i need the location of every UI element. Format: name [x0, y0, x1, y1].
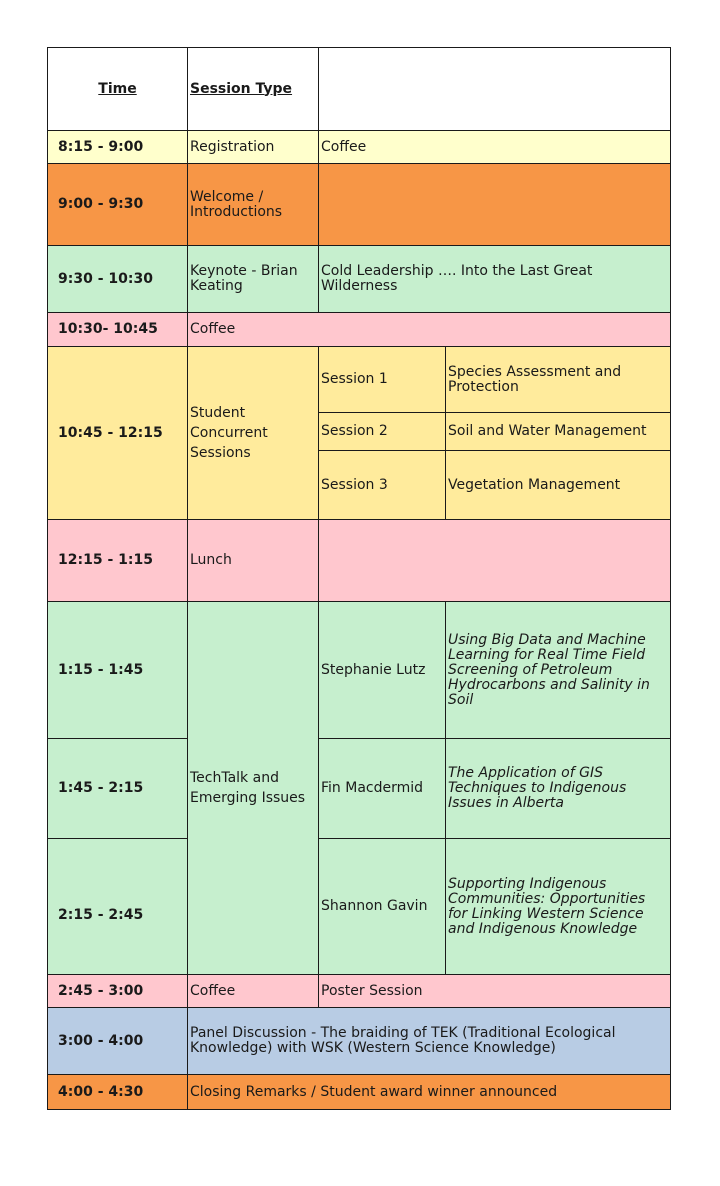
detail-cell: Cold Leadership …. Into the Last Great Wilderness	[319, 246, 671, 313]
poster-row	[48, 975, 671, 1008]
schedule-table	[47, 47, 671, 1110]
detail-cell: Poster Session	[319, 975, 671, 1008]
time-cell: 2:45 - 3:00	[48, 975, 188, 1008]
techtalk-row	[48, 839, 671, 975]
details-header-cell	[319, 48, 671, 131]
session-name-cell: Session 1	[319, 347, 446, 413]
session-type-cell: TechTalk and Emerging Issues	[188, 602, 319, 975]
session-type-header: Session Type	[190, 80, 293, 97]
time-cell: 12:15 - 1:15	[48, 520, 188, 602]
time-cell: 2:15 - 2:45	[48, 839, 188, 975]
time-cell: 8:15 - 9:00	[48, 131, 188, 164]
detail-cell	[319, 164, 671, 246]
time-cell: 1:45 - 2:15	[48, 739, 188, 839]
talk-title-cell: Using Big Data and Machine Learning for Real Time Field Screening of Petroleum Hydrocarbons and Salinity in Soil	[446, 602, 671, 739]
session-name-cell: Session 2	[319, 413, 446, 451]
lunch-row	[48, 520, 671, 602]
time-header-cell	[48, 48, 188, 131]
session-type-cell: Welcome / Introductions	[188, 164, 319, 246]
session-topic-cell: Vegetation Management	[446, 451, 671, 520]
time-cell: 9:30 - 10:30	[48, 246, 188, 313]
techtalk-row	[48, 602, 671, 739]
session-topic-cell: Soil and Water Management	[446, 413, 671, 451]
time-cell: 1:15 - 1:45	[48, 602, 188, 739]
student-session-row	[48, 347, 671, 413]
session-type-cell: Coffee	[188, 313, 671, 347]
detail-cell	[319, 520, 671, 602]
session-type-cell: Closing Remarks / Student award winner announced	[188, 1075, 671, 1110]
time-cell: 9:00 - 9:30	[48, 164, 188, 246]
session-type-header-cell	[188, 48, 319, 131]
session-topic-cell: Species Assessment and Protection	[446, 347, 671, 413]
time-cell: 3:00 - 4:00	[48, 1008, 188, 1075]
coffee-row	[48, 313, 671, 347]
session-type-cell: Student Concurrent Sessions	[188, 347, 319, 520]
keynote-row	[48, 246, 671, 313]
speaker-cell: Fin Macdermid	[319, 739, 446, 839]
session-type-cell: Registration	[188, 131, 319, 164]
session-type-cell: Keynote - Brian Keating	[188, 246, 319, 313]
detail-cell: Coffee	[319, 131, 671, 164]
time-header: Time	[98, 80, 137, 97]
time-cell: 10:45 - 12:15	[48, 347, 188, 520]
header-row	[48, 48, 671, 131]
techtalk-row	[48, 739, 671, 839]
closing-row	[48, 1075, 671, 1110]
session-type-cell: Coffee	[188, 975, 319, 1008]
session-type-cell: Lunch	[188, 520, 319, 602]
session-type-cell: Panel Discussion - The braiding of TEK (Traditional Ecological Knowledge) with WSK (Western Science Knowledge)	[188, 1008, 671, 1075]
speaker-cell: Shannon Gavin	[319, 839, 446, 975]
speaker-cell: Stephanie Lutz	[319, 602, 446, 739]
registration-row	[48, 131, 671, 164]
talk-title-cell: The Application of GIS Techniques to Indigenous Issues in Alberta	[446, 739, 671, 839]
welcome-row	[48, 164, 671, 246]
talk-title-cell: Supporting Indigenous Communities: Opportunities for Linking Western Science and Indigenous Knowledge	[446, 839, 671, 975]
panel-row	[48, 1008, 671, 1075]
time-cell: 10:30- 10:45	[48, 313, 188, 347]
session-name-cell: Session 3	[319, 451, 446, 520]
time-cell: 4:00 - 4:30	[48, 1075, 188, 1110]
